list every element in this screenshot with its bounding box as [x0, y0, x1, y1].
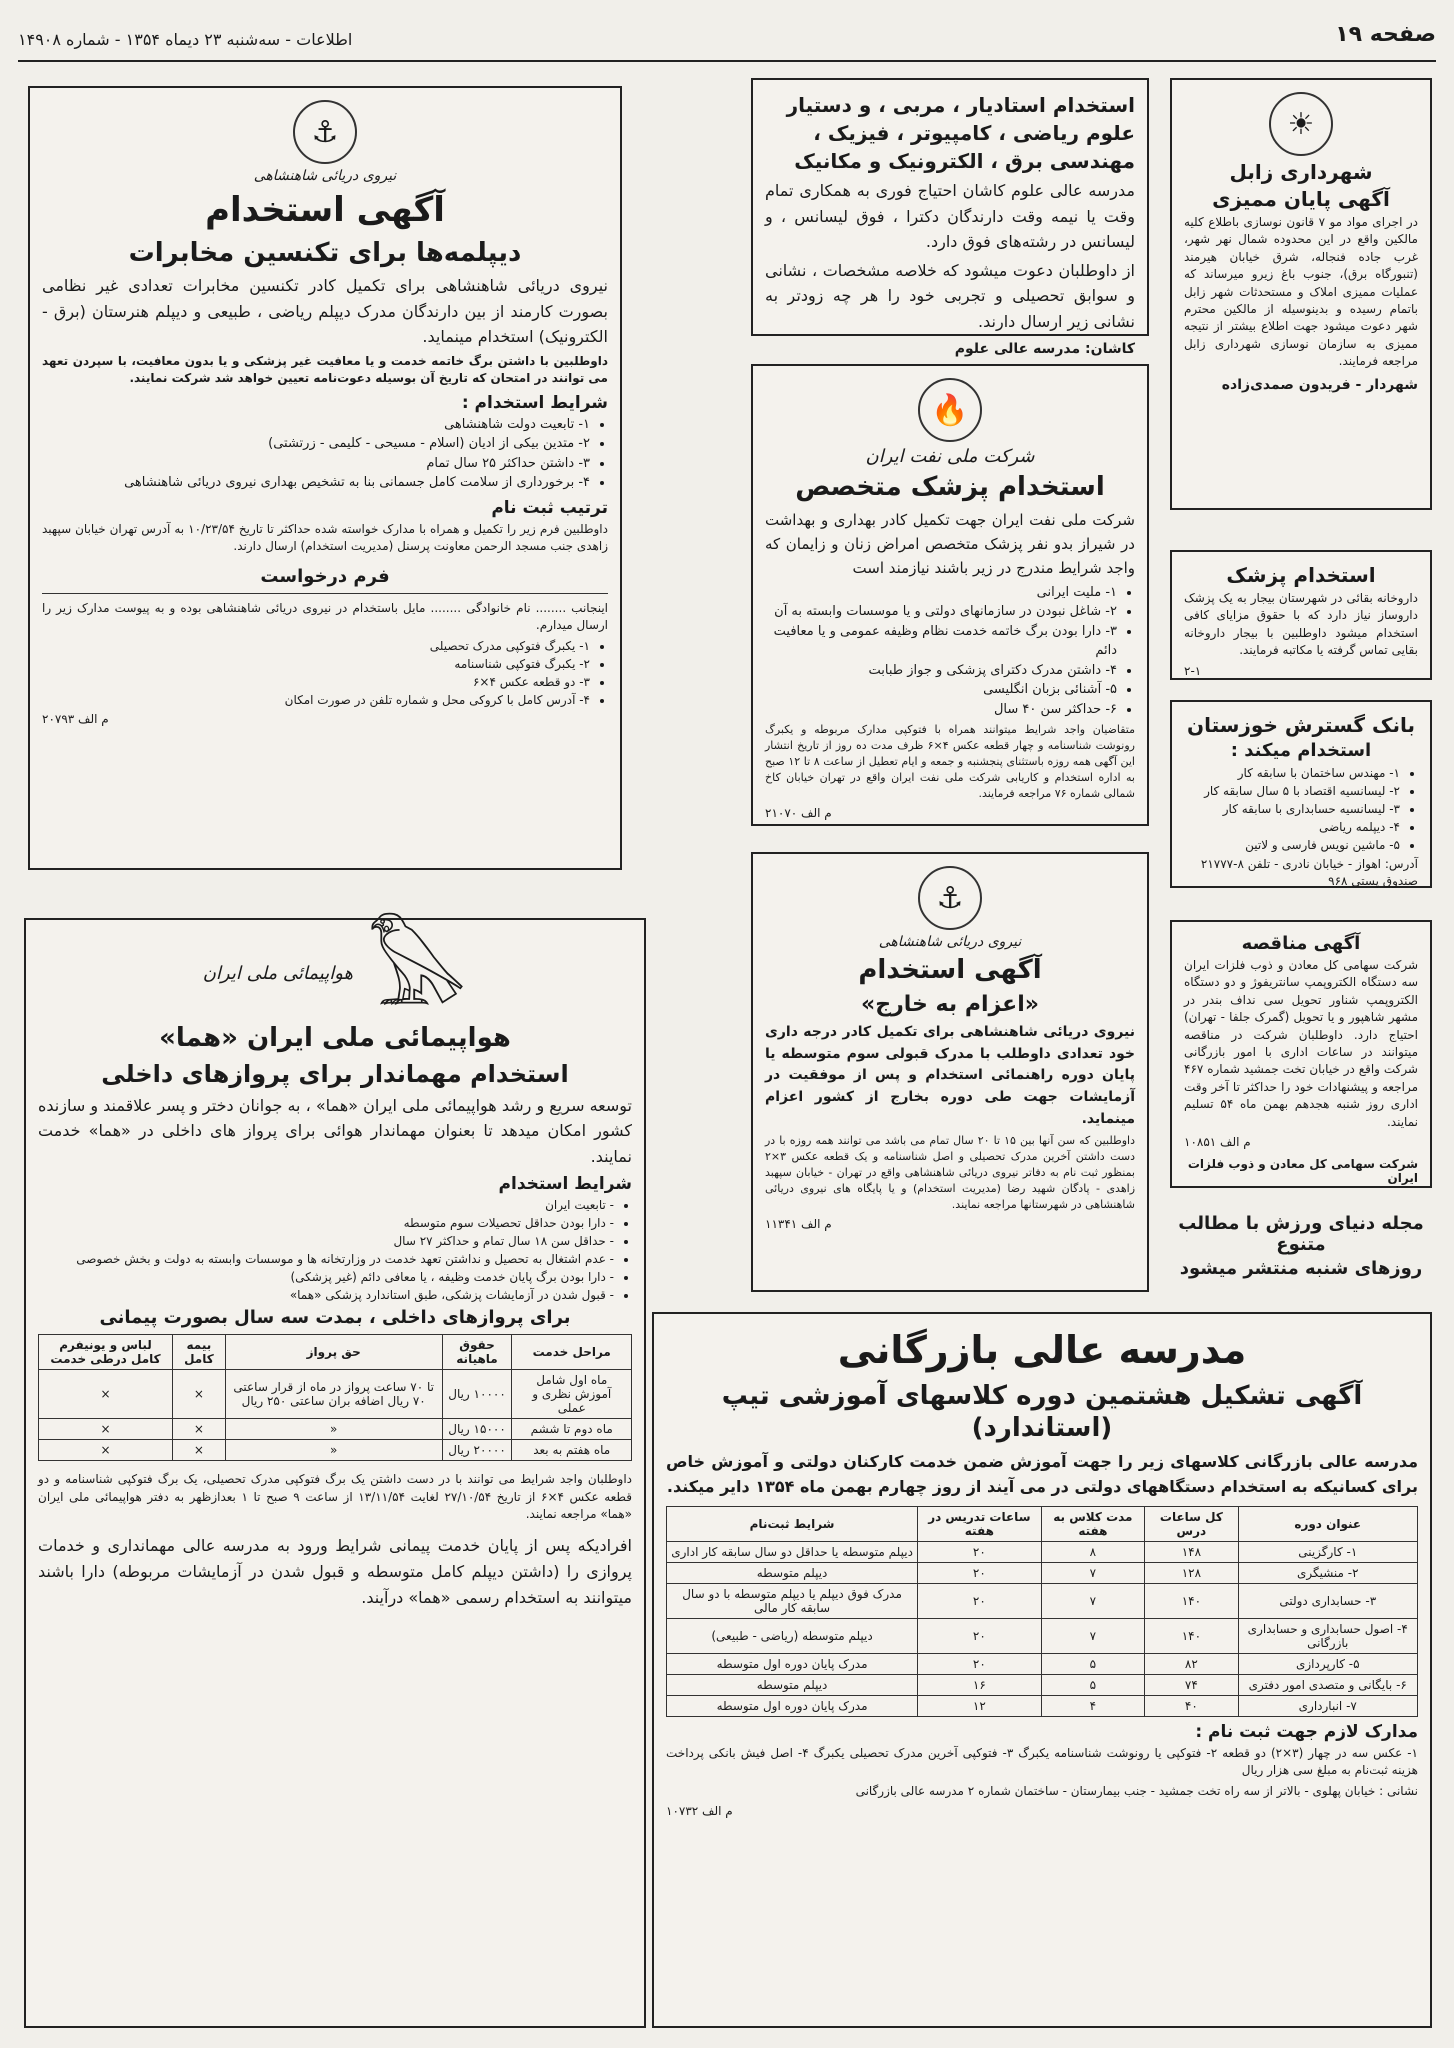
oil-footer: متقاضیان واجد شرایط میتوانند همراه با فتوکپی مدارک مربوطه و یکبرگ رونوشت شناسنامه و چهار قطعه عکس ۴×۶ ظرف مدت ده روز از تاریخ انتشار این آگهی همه روزه باستثنای پنجشنبه و جمعه و ایام تعطیل از ساعت ۸ تا ۱۲ صبح به اداره استخدام و کاریابی شرکت ملی نفت ایران واقع در تهران خیابان کاخ شمالی شماره ۷۶ مراجعه فرمایند. — [765, 723, 1135, 800]
table-cell: دیپلم متوسطه — [667, 1674, 918, 1695]
list-item: • ۶- حداکثر سن ۴۰ سال — [765, 700, 1117, 720]
business-subtitle: آگهی تشکیل هشتمین دوره کلاسهای آموزشی تیپ (استاندارد) — [721, 1380, 1363, 1444]
navy-abroad-subtitle: «اعزام به خارج» — [861, 991, 1039, 1017]
table-cell: × — [173, 1370, 226, 1419]
list-item: • ۲- لیسانسیه اقتصاد با ۵ سال سابقه کار — [1184, 782, 1400, 800]
table-row — [39, 1370, 632, 1419]
list-item: • ۵- ماشین نویس فارسی و لاتین — [1184, 836, 1400, 854]
navy-tech-org: نیروی دریائی شاهنشاهی — [253, 168, 397, 184]
business-school-ad — [652, 1312, 1432, 2028]
list-item: • ۲- متدین بیکی از ادیان (اسلام - مسیحی - کلیمی - زرتشتی) — [42, 434, 590, 454]
homa-salary-title: برای پروازهای داخلی ، بمدت سه سال بصورت پیمانی — [99, 1307, 571, 1329]
table-header-row — [39, 1335, 632, 1370]
page-header — [18, 22, 1436, 62]
tender-ref: م الف ۱۰۸۵۱ — [1184, 1134, 1251, 1149]
navy-abroad-body: نیروی دریائی شاهنشاهی برای تکمیل کادر درجه داری خود تعدادی داوطلب با مدرک قبولی سوم متوسطه یا پایان دوره راهنمائی استخدام و پس از موفقیت در آزمایشات جهت طی دوره بخارج از کشور اعزام مینماید. — [765, 1024, 1135, 1127]
table-cell: ۷ — [1041, 1618, 1145, 1653]
oil-requirements — [765, 583, 1135, 720]
list-item: • ۳- لیسانسیه حسابداری با سابقه کار — [1184, 800, 1400, 818]
table-header-cell: حق پرواز — [225, 1335, 442, 1370]
table-cell: تا ۷۰ ساعت پرواز در ماه از قرار ساعتی ۷۰ ریال اضافه بران ساعتی ۲۵۰ ریال — [225, 1370, 442, 1419]
list-item: • ۴- آدرس کامل با کروکی محل و شماره تلفن در صورت امکان — [42, 691, 590, 709]
table-row — [39, 1419, 632, 1440]
navy-tech-register-body: داوطلبین فرم زیر را تکمیل و همراه با مدارک خواسته شده حداکثر تا تاریخ ۱۰/۲۳/۵۴ به آدرس تهران خیابان سپهبد زاهدی جنب مسجد الرحمن معاونت پرسنل (مدیریت استخدام) ارسال دارند. — [42, 521, 608, 554]
table-cell: × — [173, 1440, 226, 1461]
khuzestan-title: بانک گسترش خوزستان — [1187, 713, 1415, 737]
table-header-cell: شرایط ثبت‌نام — [667, 1506, 918, 1541]
table-cell: ۱۶ — [918, 1674, 1041, 1695]
table-row — [667, 1618, 1418, 1653]
table-header-cell: حقوق ماهیانه — [442, 1335, 512, 1370]
list-item: • - دارا بودن برگ پایان خدمت وظیفه ، یا معافی دائم (غیر پزشکی) — [38, 1268, 614, 1286]
sports-line2: روزهای شنبه منتشر میشود — [1179, 1258, 1423, 1279]
business-ref: م الف ۱۰۷۳۲ — [666, 1803, 733, 1818]
homa-ad — [24, 918, 646, 2028]
table-cell: ۱۲۸ — [1145, 1562, 1238, 1583]
table-cell: × — [173, 1419, 226, 1440]
table-header-cell: کل ساعات درس — [1145, 1506, 1238, 1541]
navy-abroad-ref: م الف ۱۱۳۴۱ — [765, 1217, 832, 1232]
homa-conditions-title: شرایط استخدام — [498, 1174, 632, 1195]
table-cell: ۱۲ — [918, 1695, 1041, 1716]
table-cell: ۸ — [1041, 1541, 1145, 1562]
navy-tech-conditions-title: شرایط استخدام : — [461, 392, 608, 413]
list-item: • ۱- تابعیت دولت شاهنشاهی — [42, 415, 590, 435]
khuzestan-list — [1184, 764, 1418, 854]
table-cell: ۷۴ — [1145, 1674, 1238, 1695]
doctor-ref: ۲-۱ — [1184, 663, 1202, 678]
table-cell: مدرک فوق دیپلم یا دیپلم متوسطه با دو سال سابقه کار مالی — [667, 1583, 918, 1618]
oil-title: استخدام پزشک متخصص — [795, 472, 1105, 502]
lion-sun-emblem-icon: ☀ — [1269, 92, 1333, 156]
navy-tech-form-items — [42, 637, 608, 709]
table-cell: « — [225, 1440, 442, 1461]
business-docs: ۱- عکس سه در چهار (۳×۲) دو قطعه ۲- فتوکپی یا رونوشت شناسنامه یکبرگ ۳- فتوکپی آخرین مدرک تحصیلی یکبرگ ۴- اصل فیش بانکی پرداخت هزینه ثبت‌نام به مبلغ سی هزار ریال — [666, 1745, 1418, 1778]
oil-org: شرکت ملی نفت ایران — [865, 446, 1035, 467]
table-cell: ۲۰ — [918, 1618, 1041, 1653]
table-cell: ۲۰ — [918, 1653, 1041, 1674]
table-cell: × — [39, 1419, 173, 1440]
table-cell: ۲۰ — [918, 1541, 1041, 1562]
oil-ad — [751, 364, 1149, 826]
tender-ad — [1170, 920, 1432, 1188]
tender-title: آگهی مناقصه — [1241, 933, 1361, 954]
zabol-ad — [1170, 78, 1432, 510]
doctor-body: داروخانه بقائی در شهرستان بیجار به یک پزشک داروساز نیاز دارد که با حقوق مزایای کافی استخدام میشود داوطلبین با بیجار داروخانه بقایی تماس گرفته یا مکاتبه فرمایند. — [1184, 591, 1418, 658]
table-cell: ۳- حسابداری دولتی — [1238, 1583, 1418, 1618]
list-item: • - عدم اشتغال به تحصیل و نداشتن تعهد خدمت در وزارتخانه ها و موسسات وابسته به دولت و بخش خصوصی — [38, 1250, 614, 1268]
table-cell: × — [39, 1440, 173, 1461]
homa-footer: افرادیکه پس از پایان خدمت پیمانی شرایط ورود به مدرسه عالی مهمانداری و خدمات پروازی را (داشتن دیپلم کامل متوسطه و قبول شدن در آزمایشات مربوطه) دارا باشند میتوانند به استخدام رسمی «هما» درآیند. — [38, 1536, 632, 1607]
list-item: • ۳- دارا بودن برگ خاتمه خدمت نظام وظیفه عمومی و یا معافیت دائم — [765, 622, 1117, 661]
navy-emblem-icon: ⚓ — [293, 100, 357, 164]
table-row — [667, 1541, 1418, 1562]
table-cell: ۴- اصول حسابداری و حسابداری بازرگانی — [1238, 1618, 1418, 1653]
list-item: • - تابعیت ایران — [38, 1196, 614, 1214]
homa-salary-table — [38, 1334, 632, 1461]
navy-tech-conditions — [42, 415, 608, 493]
table-row — [667, 1653, 1418, 1674]
sports-line1: مجله دنیای ورزش با مطالب متنوع — [1178, 1213, 1424, 1255]
navy-tech-title: آگهی استخدام — [205, 190, 445, 230]
table-cell: « — [225, 1419, 442, 1440]
zabol-title: شهرداری زابل — [1229, 160, 1373, 184]
tender-signature: شرکت سهامی کل معادن و ذوب فلزات ایران — [1187, 1157, 1418, 1186]
navy-abroad-ad — [751, 852, 1149, 1292]
business-title: مدرسه عالی بازرگانی — [837, 1328, 1247, 1372]
table-cell: ماه اول شامل آموزش نظری و عملی — [512, 1370, 632, 1419]
navy-tech-body: نیروی دریائی شاهنشاهی برای تکمیل کادر تکنسین مخابرات تعدادی غیر نظامی بصورت کارمند از بین دارندگان مدرک دیپلم ریاضی ، طبیعی و دیپلم هنرستان (برق - الکترونیک) استخدام مینماید. — [42, 276, 608, 347]
page-number: صفحه ۱۹ — [1335, 22, 1436, 47]
business-course-table — [666, 1506, 1418, 1717]
business-docs-title: مدارک لازم جهت ثبت نام : — [1195, 1721, 1418, 1742]
list-item: • ۳- دو قطعه عکس ۴×۶ — [42, 673, 590, 691]
navy-tech-form-title: فرم درخواست — [260, 565, 390, 587]
list-item: • - قبول شدن در آزمایشات پزشکی، طبق استاندارد پزشکی «هما» — [38, 1286, 614, 1304]
table-row — [39, 1440, 632, 1461]
table-cell: ۱- کارگزینی — [1238, 1541, 1418, 1562]
table-cell: × — [39, 1370, 173, 1419]
khuzestan-address: آدرس: اهواز - خیابان نادری - تلفن ۸-۲۱۷۷۷ صندوق پستی ۹۶۸ — [1200, 857, 1418, 889]
table-cell: مدرک پایان دوره اول متوسطه — [667, 1653, 918, 1674]
table-cell: ۱۴۰ — [1145, 1618, 1238, 1653]
navy-abroad-title: آگهی استخدام — [858, 955, 1042, 985]
table-header-cell: مدت کلاس به هفته — [1041, 1506, 1145, 1541]
tender-body: شرکت سهامی کل معادن و ذوب فلزات ایران سه دستگاه الکتروپمپ سانتریفوژ و دو دستگاه الکتروپمپ شناور تحویل سی نداف بندر در مشهر شاهپور و یا تحویل (گمرک جلفا - تهران) احتیاج دارد. داوطلبان شرکت در مناقصه میتوانند در ساعات اداری با امور بازرگانی شرکت واقع در خیابان تخت جمشید شماره ۴۶۷ مراجعه و پیشنهادات خود را حداکثر تا آخر وقت اداری روز شنبه هجدهم بهمن ماه ۵۴ تسلیم نمایند. — [1184, 958, 1418, 1129]
homa-note: داوطلبان واجد شرایط می توانند با در دست داشتن یک برگ فتوکپی مدرک تحصیلی، یک برگ فتوکپی شناسنامه و دو قطعه عکس ۴×۶ از تاریخ ۲۷/۱۰/۵۴ لغایت ۱۳/۱۱/۵۴ از ساعت ۹ صبح تا ۱ بعدازظهر به دفتر هواپیمائی ملی ایران «هما» مراجعه نمایند. — [38, 1472, 633, 1522]
table-cell: ۵ — [1041, 1653, 1145, 1674]
table-cell: ماه هفتم به بعد — [512, 1440, 632, 1461]
table-cell: ۵- کارپردازی — [1238, 1653, 1418, 1674]
list-item: • ۴- برخورداری از سلامت کامل جسمانی بنا به تشخیص بهداری نیروی دریائی شاهنشاهی — [42, 473, 590, 493]
sports-notice — [1170, 1210, 1432, 1282]
table-cell: ۲۰ — [918, 1562, 1041, 1583]
navy-tech-subtitle: دیپلمه‌ها برای تکنسین مخابرات — [128, 237, 522, 268]
table-cell: ۴ — [1041, 1695, 1145, 1716]
kashan-body2: از داوطلبان دعوت میشود که خلاصه مشخصات ، نشانی و سوابق تحصیلی و تجربی خود را هر چه زودتر به نشانی زیر ارسال دارند. — [765, 260, 1135, 331]
doctor-title: استخدام پزشک — [1226, 563, 1376, 587]
homa-title: هواپیمائی ملی ایران «هما» — [159, 1023, 511, 1053]
doctor-ad — [1170, 550, 1432, 680]
table-cell: ۱۵۰۰۰ ریال — [442, 1419, 512, 1440]
table-row — [667, 1674, 1418, 1695]
table-cell: ۶- بایگانی و متصدی امور دفتری — [1238, 1674, 1418, 1695]
list-item: • ۴- داشتن مدرک دکترای پزشکی و جواز طبابت — [765, 661, 1117, 681]
homa-conditions — [38, 1196, 632, 1304]
navy-abroad-detail: داوطلبین که سن آنها بین ۱۵ تا ۲۰ سال تمام می باشد می توانند همه روزه با در دست داشتن آخرین مدرک تحصیلی و اصل شناسنامه و یک قطعه عکس ۳×۲ بمنظور ثبت نام به دفاتر نیروی دریائی شاهنشاهی واقع در تهران - خیابان سپهبد زاهدی - پادگان شهید رضا (مدیریت استخدام) و یا پایگاه های نیروی دریائی شاهنشاهی در شهرستانها مراجعه نمایند. — [765, 1134, 1135, 1212]
table-cell: ۱۴۸ — [1145, 1541, 1238, 1562]
table-row — [667, 1583, 1418, 1618]
khuzestan-subtitle: استخدام میکند : — [1230, 740, 1372, 761]
homa-bird-logo-icon: 𓅃 — [367, 920, 468, 1025]
table-cell: دیپلم متوسطه یا حداقل دو سال سابقه کار اداری — [667, 1541, 918, 1562]
table-row — [667, 1562, 1418, 1583]
table-cell: دیپلم متوسطه (ریاضی - طبیعی) — [667, 1618, 918, 1653]
table-row — [667, 1695, 1418, 1716]
list-item: • ۳- داشتن حداکثر ۲۵ سال تمام — [42, 454, 590, 474]
navy-tech-register-title: ترتیب ثبت نام — [491, 497, 608, 518]
table-cell: ۷ — [1041, 1583, 1145, 1618]
zabol-subtitle: آگهی پایان ممیزی — [1212, 187, 1390, 211]
list-item: • - دارا بودن حداقل تحصیلات سوم متوسطه — [38, 1214, 614, 1232]
list-item: • ۱- ملیت ایرانی — [765, 583, 1117, 603]
navy-tech-note: داوطلبین با داشتن برگ خاتمه خدمت و یا معافیت غیر پزشکی و یا بدون معافیت، با سپردن تعهد می توانند در امتحان که تاریخ آن بوسیله دعوت‌نامه تعیین خواهد شد شرکت نمایند. — [42, 354, 608, 386]
list-item: • - حداقل سن ۱۸ سال تمام و حداکثر ۲۷ سال — [38, 1232, 614, 1250]
oil-ref: م الف ۲۱۰۷۰ — [765, 805, 832, 820]
navy-tech-form-line1: اینجانب ........ نام خانوادگی ........ مایل باستخدام در نیروی دریائی شاهنشاهی بوده و به پیوست مدارک زیر را ارسال میدارم. — [42, 600, 608, 633]
list-item: • ۴- دیپلمه ریاضی — [1184, 818, 1400, 836]
table-cell: دیپلم متوسطه — [667, 1562, 918, 1583]
table-cell: ۱۰۰۰۰ ریال — [442, 1370, 512, 1419]
khuzestan-ad — [1170, 700, 1432, 888]
dateline: اطلاعات - سه‌شنبه ۲۳ دیماه ۱۳۵۴ - شماره ۱۴۹۰۸ — [18, 30, 353, 49]
zabol-signature: شهردار - فریدون صمدی‌زاده — [1221, 376, 1418, 393]
table-cell: ۱۴۰ — [1145, 1583, 1238, 1618]
kashan-body: مدرسه عالی علوم کاشان احتیاج فوری به همکاری تمام وقت یا نیمه وقت دارندگان دکترا ، فوق لیسانس ، و لیسانس در رشته‌های فوق دارد. — [765, 181, 1135, 252]
oil-company-emblem-icon: 🔥 — [918, 378, 982, 442]
table-cell: ۲- منشیگری — [1238, 1562, 1418, 1583]
table-cell: ۲۰ — [918, 1583, 1041, 1618]
kashan-signature: کاشان: مدرسه عالی علوم — [954, 340, 1135, 357]
table-header-cell: لباس و یونیفرم کامل درطی خدمت — [39, 1335, 173, 1370]
business-body: مدرسه عالی بازرگانی کلاسهای زیر را جهت آموزش ضمن خدمت کارکنان دولتی و آموزش خاص برای کسانیکه به استخدام دستگاههای دولتی در می آیند از روز چهارم بهمن ماه ۱۳۵۴ دایر میکند. — [666, 1451, 1418, 1497]
table-header-row — [667, 1506, 1418, 1541]
navy-abroad-org: نیروی دریائی شاهنشاهی — [878, 934, 1022, 950]
homa-subtitle: استخدام مهماندار برای پروازهای داخلی — [101, 1059, 569, 1088]
zabol-body: در اجرای مواد مو ۷ قانون نوسازی باطلاع کلیه مالکین واقع در این محدوده شمال نهر شهر، غرب جاده فنجاله، شرق خیابان هیرمند (تنبورگاه برق)، جنوب باغ زیرو میرساند که عملیات ممیزی املاک و مستحدثات شهر زابل باتمام رسیده و بدینوسیله از مالکین محترم شهر دعوت میشود جهت اطلاع بیشتر از نتیجه ممیزی به سازمان نوسازی شهرداری زابل مراجعه فرمایند. — [1184, 215, 1418, 369]
table-cell: ۴۰ — [1145, 1695, 1238, 1716]
table-header-cell: مراحل خدمت — [512, 1335, 632, 1370]
table-header-cell: بیمه کامل — [173, 1335, 226, 1370]
list-item: • ۱- یکبرگ فتوکپی مدرک تحصیلی — [42, 637, 590, 655]
table-cell: ۸۲ — [1145, 1653, 1238, 1674]
table-cell: ماه دوم تا ششم — [512, 1419, 632, 1440]
table-header-cell: ساعات تدریس در هفته — [918, 1506, 1041, 1541]
navy-emblem-icon: ⚓ — [918, 866, 982, 930]
navy-tech-ref: م الف ۲۰۷۹۳ — [42, 712, 109, 727]
kashan-ad — [751, 78, 1149, 357]
table-cell: مدرک پایان دوره اول متوسطه — [667, 1695, 918, 1716]
list-item: • ۵- آشنائی بزبان انگلیسی — [765, 680, 1117, 700]
table-cell: ۷ — [1041, 1562, 1145, 1583]
list-item: • ۲- یکبرگ فتوکپی شناسنامه — [42, 655, 590, 673]
business-address: نشانی : خیابان پهلوی - بالاتر از سه راه تخت جمشید - جنب بیمارستان - ساختمان شماره ۲ مدرسه عالی بازرگانی — [855, 1783, 1418, 1798]
homa-brand: هواپیمائی ملی ایران — [202, 962, 354, 984]
list-item: • ۲- شاغل نبودن در سازمانهای دولتی و یا موسسات وابسته به آن — [765, 602, 1117, 622]
homa-body: توسعه سریع و رشد هواپیمائی ملی ایران «هما» ، به جوانان دختر و پسر علاقمند و سازنده کشور امکان میدهد تا بعنوان مهماندار هوائی برای پرواز های داخلی در «هما» خدمت نمایند. — [38, 1095, 632, 1166]
table-cell: ۲۰۰۰۰ ریال — [442, 1440, 512, 1461]
navy-tech-ad — [28, 86, 622, 870]
oil-body: شرکت ملی نفت ایران جهت تکمیل کادر بهداری و بهداشت در شیراز بدو نفر پزشک متخصص امراض زنان و زایمان که واجد شرایط مندرج در زیر باشند نیازمند است — [765, 510, 1135, 577]
table-cell: ۵ — [1041, 1674, 1145, 1695]
table-header-cell: عنوان دوره — [1238, 1506, 1418, 1541]
homa-logo — [38, 920, 632, 1025]
kashan-title: استخدام استادیار ، مربی ، و دستیار علوم ریاضی ، کامپیوتر ، فیزیک ، مهندسی برق ، الکترونیک و مکانیک — [786, 93, 1135, 173]
list-item: • ۱- مهندس ساختمان با سابقه کار — [1184, 764, 1400, 782]
table-cell: ۷- انبارداری — [1238, 1695, 1418, 1716]
